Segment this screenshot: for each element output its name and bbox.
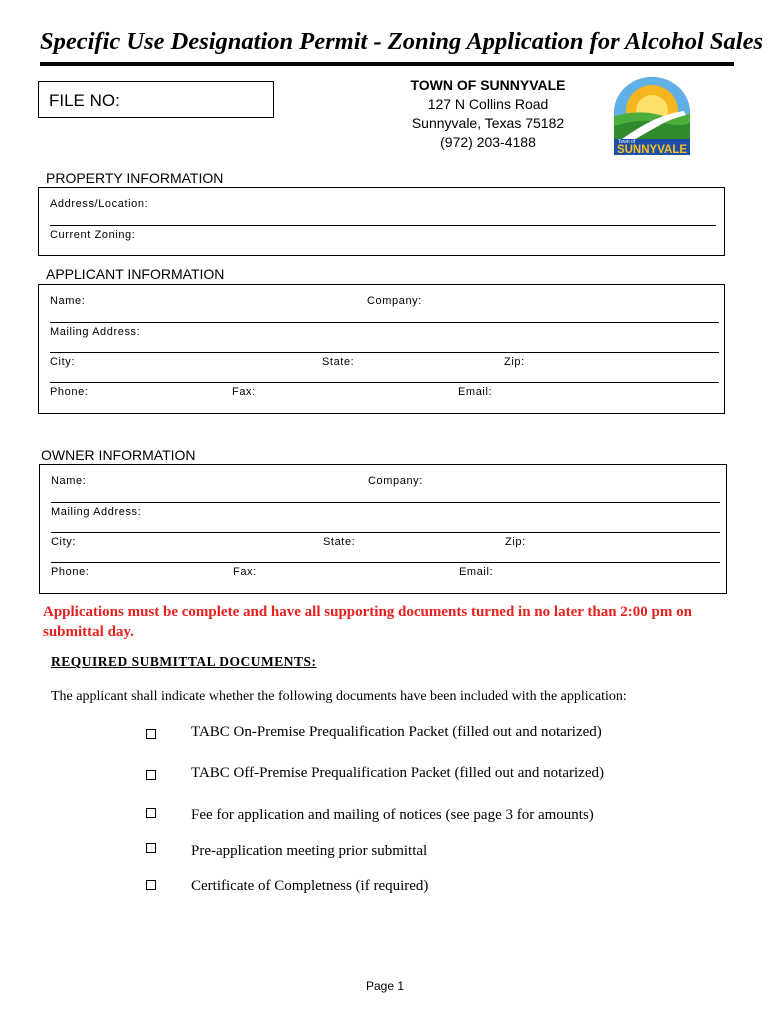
- file-no-box[interactable]: [38, 81, 274, 118]
- town-name: TOWN OF SUNNYVALE: [410, 77, 566, 93]
- owner-mailing-label: Mailing Address:: [51, 506, 142, 518]
- applicant-fax-label: Fax:: [232, 386, 256, 398]
- owner-fax-label: Fax:: [233, 566, 257, 578]
- applicant-company-label: Company:: [367, 295, 422, 307]
- applicant-info-box: [38, 284, 725, 414]
- applicant-mailing-field[interactable]: [50, 352, 719, 353]
- applicant-name-field[interactable]: [50, 322, 719, 323]
- applicant-name-label: Name:: [50, 295, 86, 307]
- applicant-mailing-label: Mailing Address:: [50, 326, 141, 338]
- property-section-title: PROPERTY INFORMATION: [46, 170, 224, 186]
- town-phone: (972) 203-4188: [440, 134, 536, 150]
- page-number: Page 1: [365, 979, 405, 993]
- owner-info-box: [39, 464, 727, 594]
- owner-company-label: Company:: [368, 475, 423, 487]
- town-street: 127 N Collins Road: [427, 96, 549, 112]
- address-location-field[interactable]: [50, 225, 716, 226]
- file-no-label: FILE NO:: [49, 91, 120, 110]
- owner-city-field[interactable]: [51, 562, 720, 563]
- applicant-state-label: State:: [322, 356, 355, 368]
- applicant-zip-label: Zip:: [504, 356, 525, 368]
- town-city: Sunnyvale, Texas 75182: [411, 115, 565, 131]
- applicant-city-label: City:: [50, 356, 75, 368]
- owner-city-label: City:: [51, 536, 76, 548]
- applicant-city-field[interactable]: [50, 382, 719, 383]
- town-address-block: [386, 76, 590, 152]
- owner-name-label: Name:: [51, 475, 87, 487]
- doc-item-certificate: Certificate of Completness (if required): [191, 878, 429, 894]
- owner-section-title: OWNER INFORMATION: [41, 447, 196, 463]
- checkbox-fee[interactable]: [146, 808, 156, 818]
- owner-email-label: Email:: [459, 566, 494, 578]
- checkbox-tabc-on-premise[interactable]: [146, 729, 156, 739]
- address-location-label: Address/Location:: [50, 198, 149, 210]
- checkbox-certificate[interactable]: [146, 880, 156, 890]
- page-title: Specific Use Designation Permit - Zoning Application for Alcohol Sales: [40, 28, 763, 55]
- logo-text: SUNNYVALE: [616, 144, 688, 156]
- owner-phone-label: Phone:: [51, 566, 90, 578]
- applicant-email-label: Email:: [458, 386, 493, 398]
- owner-zip-label: Zip:: [505, 536, 526, 548]
- checkbox-pre-application[interactable]: [146, 843, 156, 853]
- doc-item-tabc-on-premise: TABC On-Premise Prequalification Packet (filled out and notarized): [191, 724, 602, 740]
- doc-item-tabc-off-premise: TABC Off-Premise Prequalification Packet (filled out and notarized): [191, 765, 604, 781]
- applicant-phone-label: Phone:: [50, 386, 89, 398]
- logo-small-text: Town of: [618, 139, 636, 145]
- owner-state-label: State:: [323, 536, 356, 548]
- title-divider: [40, 62, 734, 66]
- checkbox-tabc-off-premise[interactable]: [146, 770, 156, 780]
- owner-mailing-field[interactable]: [51, 532, 720, 533]
- property-info-box: [38, 187, 725, 256]
- doc-item-fee: Fee for application and mailing of notices (see page 3 for amounts): [191, 807, 594, 823]
- required-documents-intro: The applicant shall indicate whether the following documents have been included with the application:: [51, 689, 627, 704]
- owner-name-field[interactable]: [51, 502, 720, 503]
- doc-item-pre-application: Pre-application meeting prior submittal: [191, 843, 428, 859]
- applicant-section-title: APPLICANT INFORMATION: [46, 266, 225, 282]
- sunnyvale-logo-icon: [612, 77, 692, 157]
- deadline-notice: Applications must be complete and have all supporting documents turned in no later than 2:00 pm on submittal day.: [43, 604, 692, 640]
- required-documents-heading: REQUIRED SUBMITTAL DOCUMENTS:: [51, 654, 317, 669]
- current-zoning-label: Current Zoning:: [50, 229, 136, 241]
